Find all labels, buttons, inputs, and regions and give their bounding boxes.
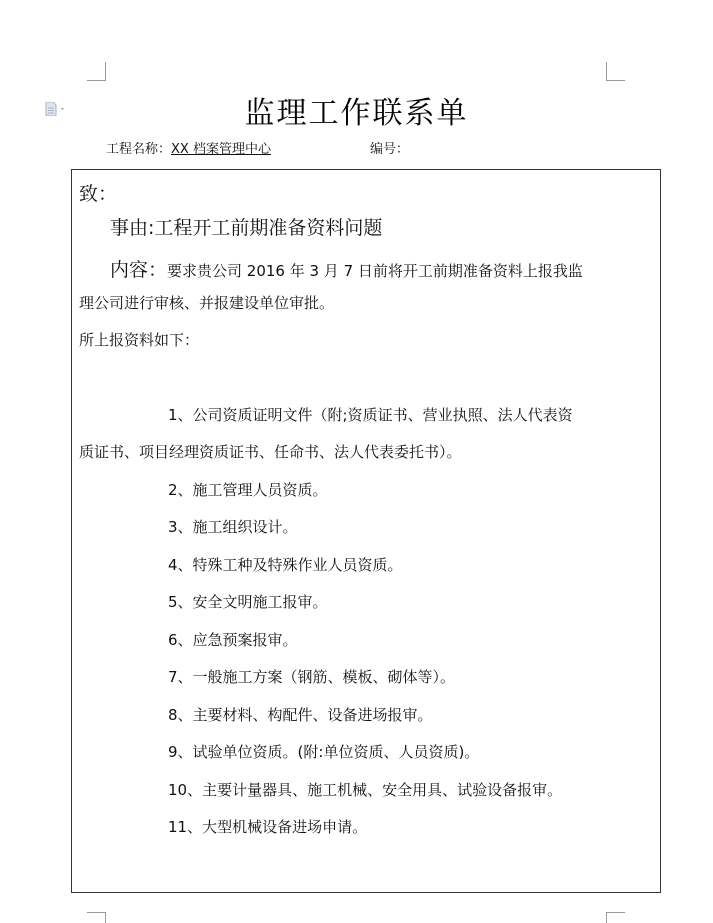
project-name-field [106,138,283,157]
list-item: 8、主要材料、构配件、设备进场报审。 [168,706,433,724]
list-item: 质证书、项目经理资质证书、任命书、法人代表委托书）。 [79,443,462,461]
list-item: 4、特殊工种及特殊作业人员资质。 [168,556,403,574]
document-title: 监理工作联系单 [244,96,469,131]
list-item: 6、应急预案报审。 [168,631,298,649]
content-line-1 [110,255,583,282]
list-item: 1、公司资质证明文件（附;资质证书、营业执照、法人代表资 [168,406,573,424]
project-name-label: 工程名称： [106,142,172,157]
list-item: 3、施工组织设计。 [168,518,298,536]
number-label: 编号： [370,142,410,157]
to-label: 致： [79,183,118,205]
list-item: 2、施工管理人员资质。 [168,481,328,499]
subject-line: 事由:工程开工前期准备资料问题 [110,217,383,239]
crop-mark-top-right [606,62,625,81]
list-item: 9、试验单位资质。(附:单位资质、人员资质)。 [168,743,480,761]
list-item: 10、主要计量器具、施工机械、安全用具、试验设备报审。 [168,781,563,799]
content-lead: 内容： [110,259,168,281]
number-field [370,138,409,157]
list-item: 7、一般施工方案（钢筋、模板、砌体等）。 [168,668,456,686]
list-item: 5、安全文明施工报审。 [168,593,328,611]
content-text-1: 要求贵公司 2016 年 3 月 7 日前将开工前期准备资料上报我监 [167,262,583,280]
crop-mark-bottom-left [87,912,106,923]
content-line-2: 理公司进行审核、并报建设单位审批。 [79,294,335,312]
project-name-value: XX 档案管理中心 [171,142,271,157]
list-intro: 所上报资料如下： [79,331,200,349]
list-item: 11、大型机械设备进场申请。 [168,818,368,836]
crop-mark-top-left [87,62,106,81]
crop-mark-bottom-right [606,912,625,923]
